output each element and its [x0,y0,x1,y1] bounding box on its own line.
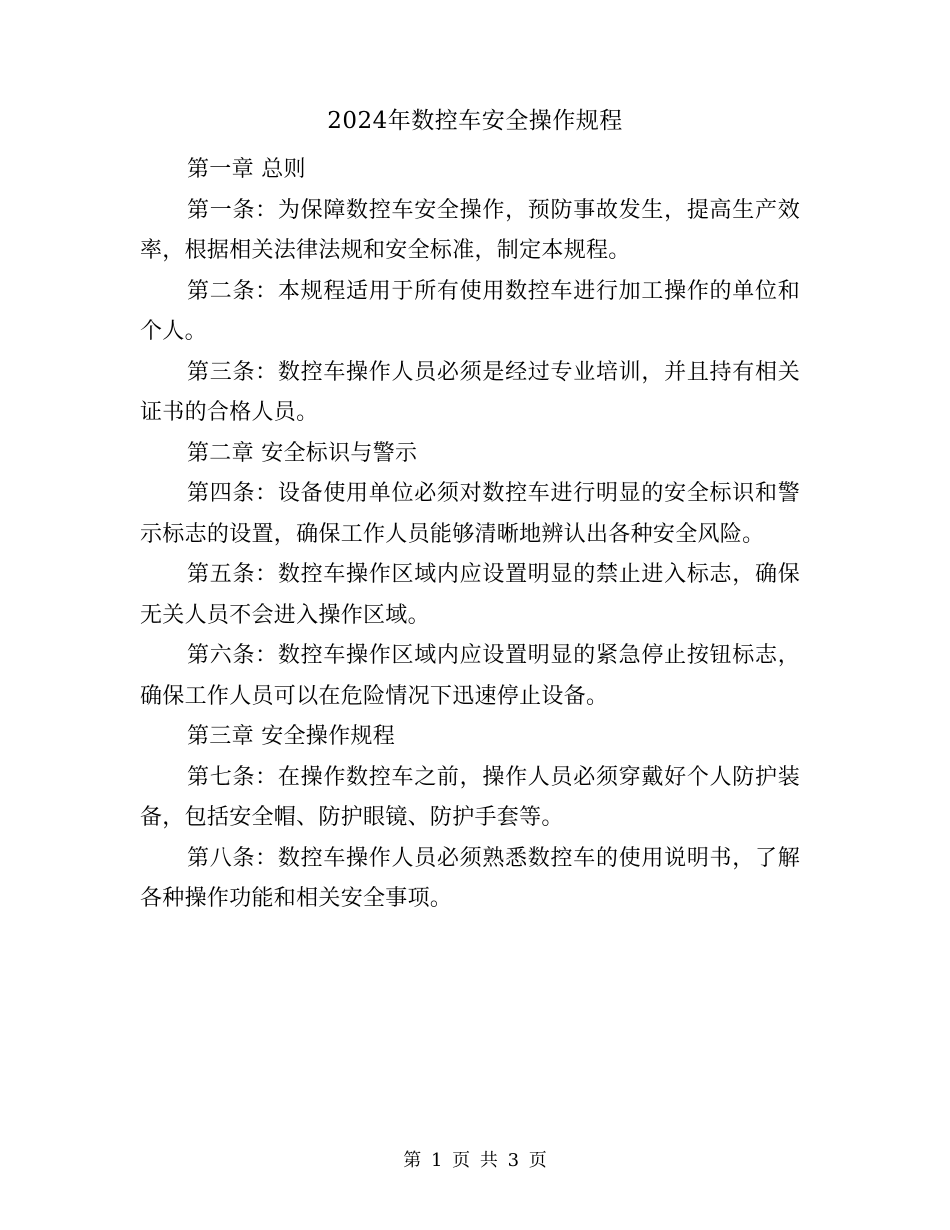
article-1: 第一条：为保障数控车安全操作，预防事故发生，提高生产效率，根据相关法律法规和安全标准，制定本规程。 [140,197,800,263]
chapter-heading-1: 第一章 总则 [187,157,306,182]
article-5: 第五条：数控车操作区域内应设置明显的禁止进入标志，确保无关人员不会进入操作区域。 [140,562,800,628]
chapter-heading-3: 第三章 安全操作规程 [187,724,395,749]
page-footer: 第 1 页 共 3 页 [403,1150,547,1171]
article-3: 第三条：数控车操作人员必须是经过专业培训，并且持有相关证书的合格人员。 [140,359,800,425]
article-8: 第八条：数控车操作人员必须熟悉数控车的使用说明书，了解各种操作功能和相关安全事项。 [140,845,800,911]
article-7: 第七条：在操作数控车之前，操作人员必须穿戴好个人防护装备，包括安全帽、防护眼镜、防护手套等。 [140,764,800,830]
chapter-heading-2: 第二章 安全标识与警示 [187,440,418,466]
article-6: 第六条：数控车操作区域内应设置明显的紧急停止按钮标志，确保工作人员可以在危险情况下迅速停止设备。 [140,643,800,709]
document-body [140,150,800,920]
document-title: 2024年数控车安全操作规程 [327,108,623,134]
article-4: 第四条：设备使用单位必须对数控车进行明显的安全标识和警示标志的设置，确保工作人员能够清晰地辨认出各种安全风险。 [140,481,800,547]
article-2: 第二条：本规程适用于所有使用数控车进行加工操作的单位和个人。 [140,278,800,344]
